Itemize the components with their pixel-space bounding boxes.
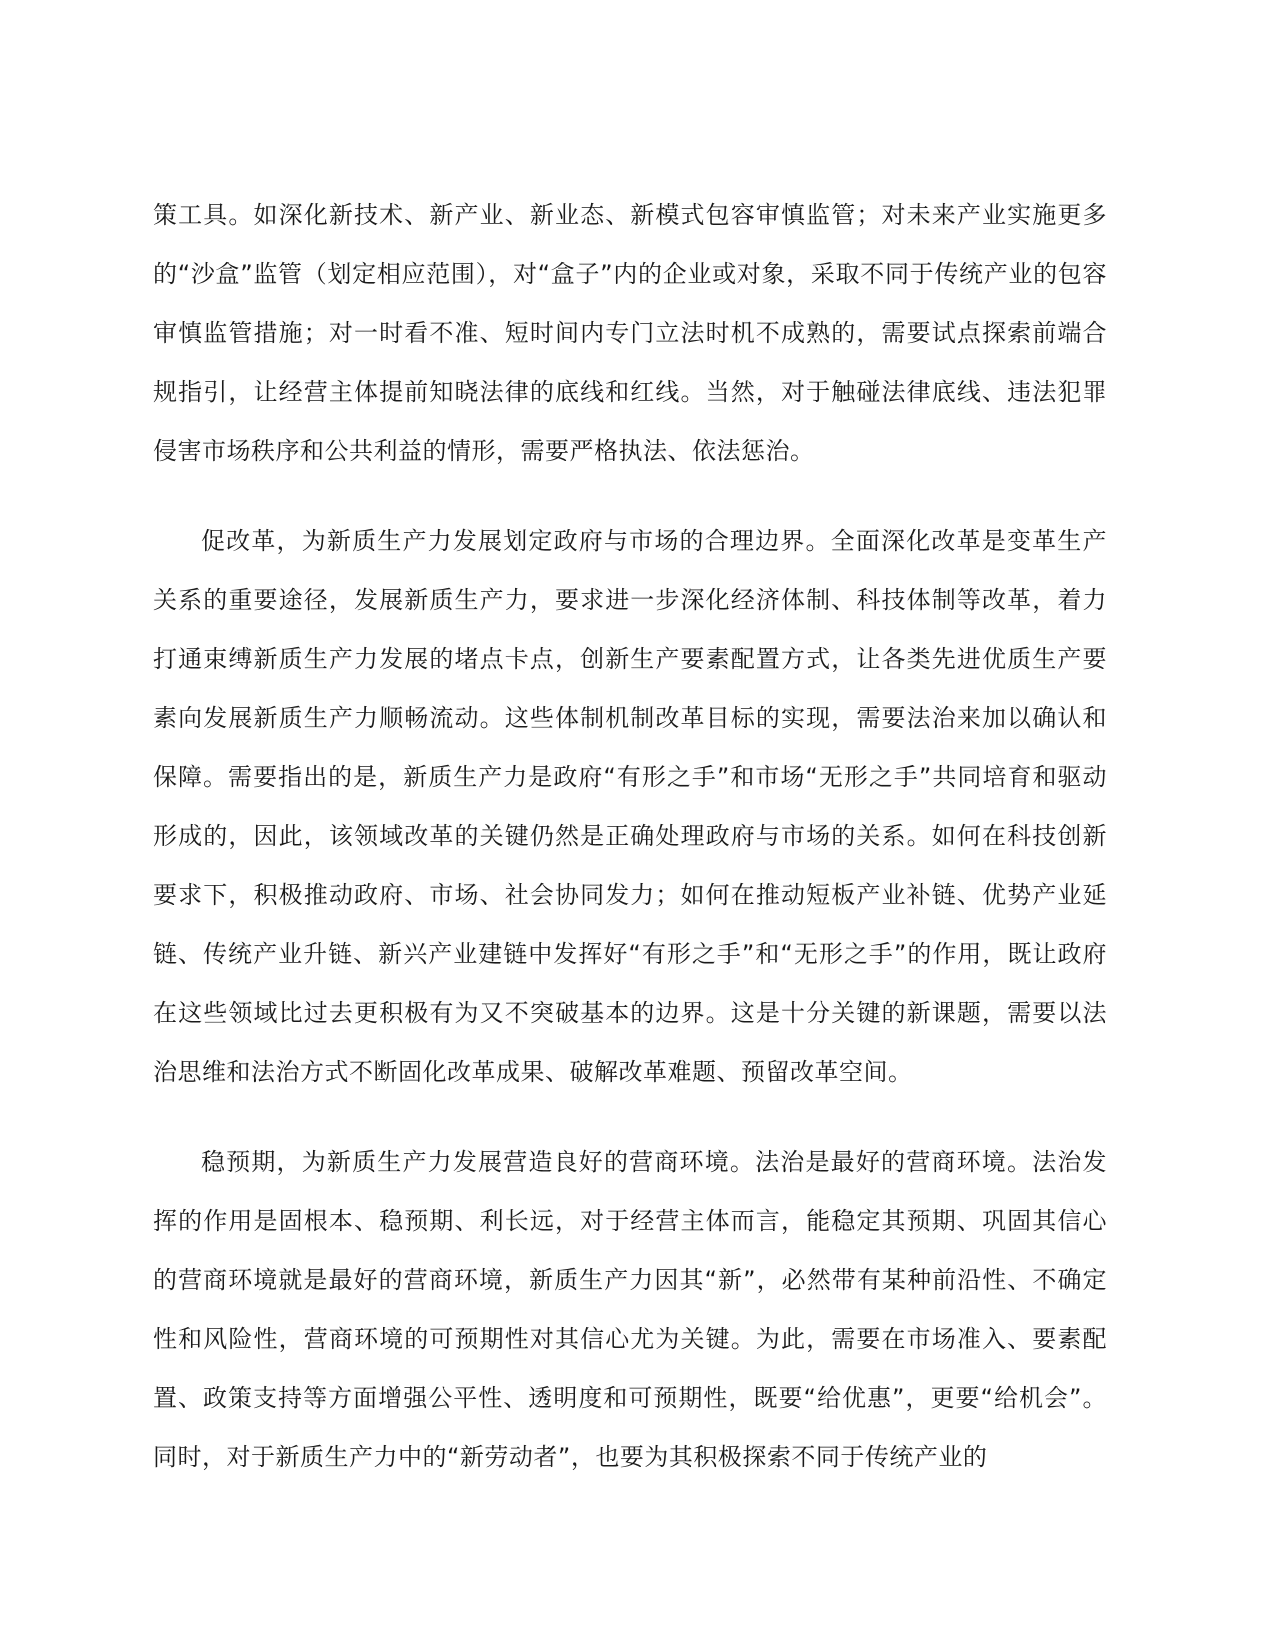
- paragraph-regulatory-tools: 策工具。如深化新技术、新产业、新业态、新模式包容审慎监管；对未来产业实施更多的“沙盒”监管（划定相应范围），对“盒子”内的企业或对象，采取不同于传统产业的包容审慎监管措施；对一时看不准、短时间内专门立法时机不成熟的，需要试点探索前端合规指引，让经营主体提前知晓法律的底线和红线。当然，对于触碰法律底线、违法犯罪侵害市场秩序和公共利益的情形，需要严格执法、依法惩治。: [153, 201, 1107, 465]
- document-body: [153, 186, 1107, 1487]
- paragraph-promote-reform: 促改革，为新质生产力发展划定政府与市场的合理边界。全面深化改革是变革生产关系的重要途径，发展新质生产力，要求进一步深化经济体制、科技体制等改革，着力打通束缚新质生产力发展的堵点卡点，创新生产要素配置方式，让各类先进优质生产要素向发展新质生产力顺畅流动。这些体制机制改革目标的实现，需要法治来加以确认和保障。需要指出的是，新质生产力是政府“有形之手”和市场“无形之手”共同培育和驱动形成的，因此，该领域改革的关键仍然是正确处理政府与市场的关系。如何在科技创新要求下，积极推动政府、市场、社会协同发力；如何在推动短板产业补链、优势产业延链、传统产业升链、新兴产业建链中发挥好“有形之手”和“无形之手”的作用，既让政府在这些领域比过去更积极有为又不突破基本的边界。这是十分关键的新课题，需要以法治思维和法治方式不断固化改革成果、破解改革难题、预留改革空间。: [153, 527, 1107, 1086]
- paragraph-stabilize-expectations: 稳预期，为新质生产力发展营造良好的营商环境。法治是最好的营商环境。法治发挥的作用是固根本、稳预期、利长远，对于经营主体而言，能稳定其预期、巩固其信心的营商环境就是最好的营商环境，新质生产力因其“新”，必然带有某种前沿性、不确定性和风险性，营商环境的可预期性对其信心尤为关键。为此，需要在市场准入、要素配置、政策支持等方面增强公平性、透明度和可预期性，既要“给优惠”，更要“给机会”。同时，对于新质生产力中的“新劳动者”，也要为其积极探索不同于传统产业的: [153, 1148, 1107, 1471]
